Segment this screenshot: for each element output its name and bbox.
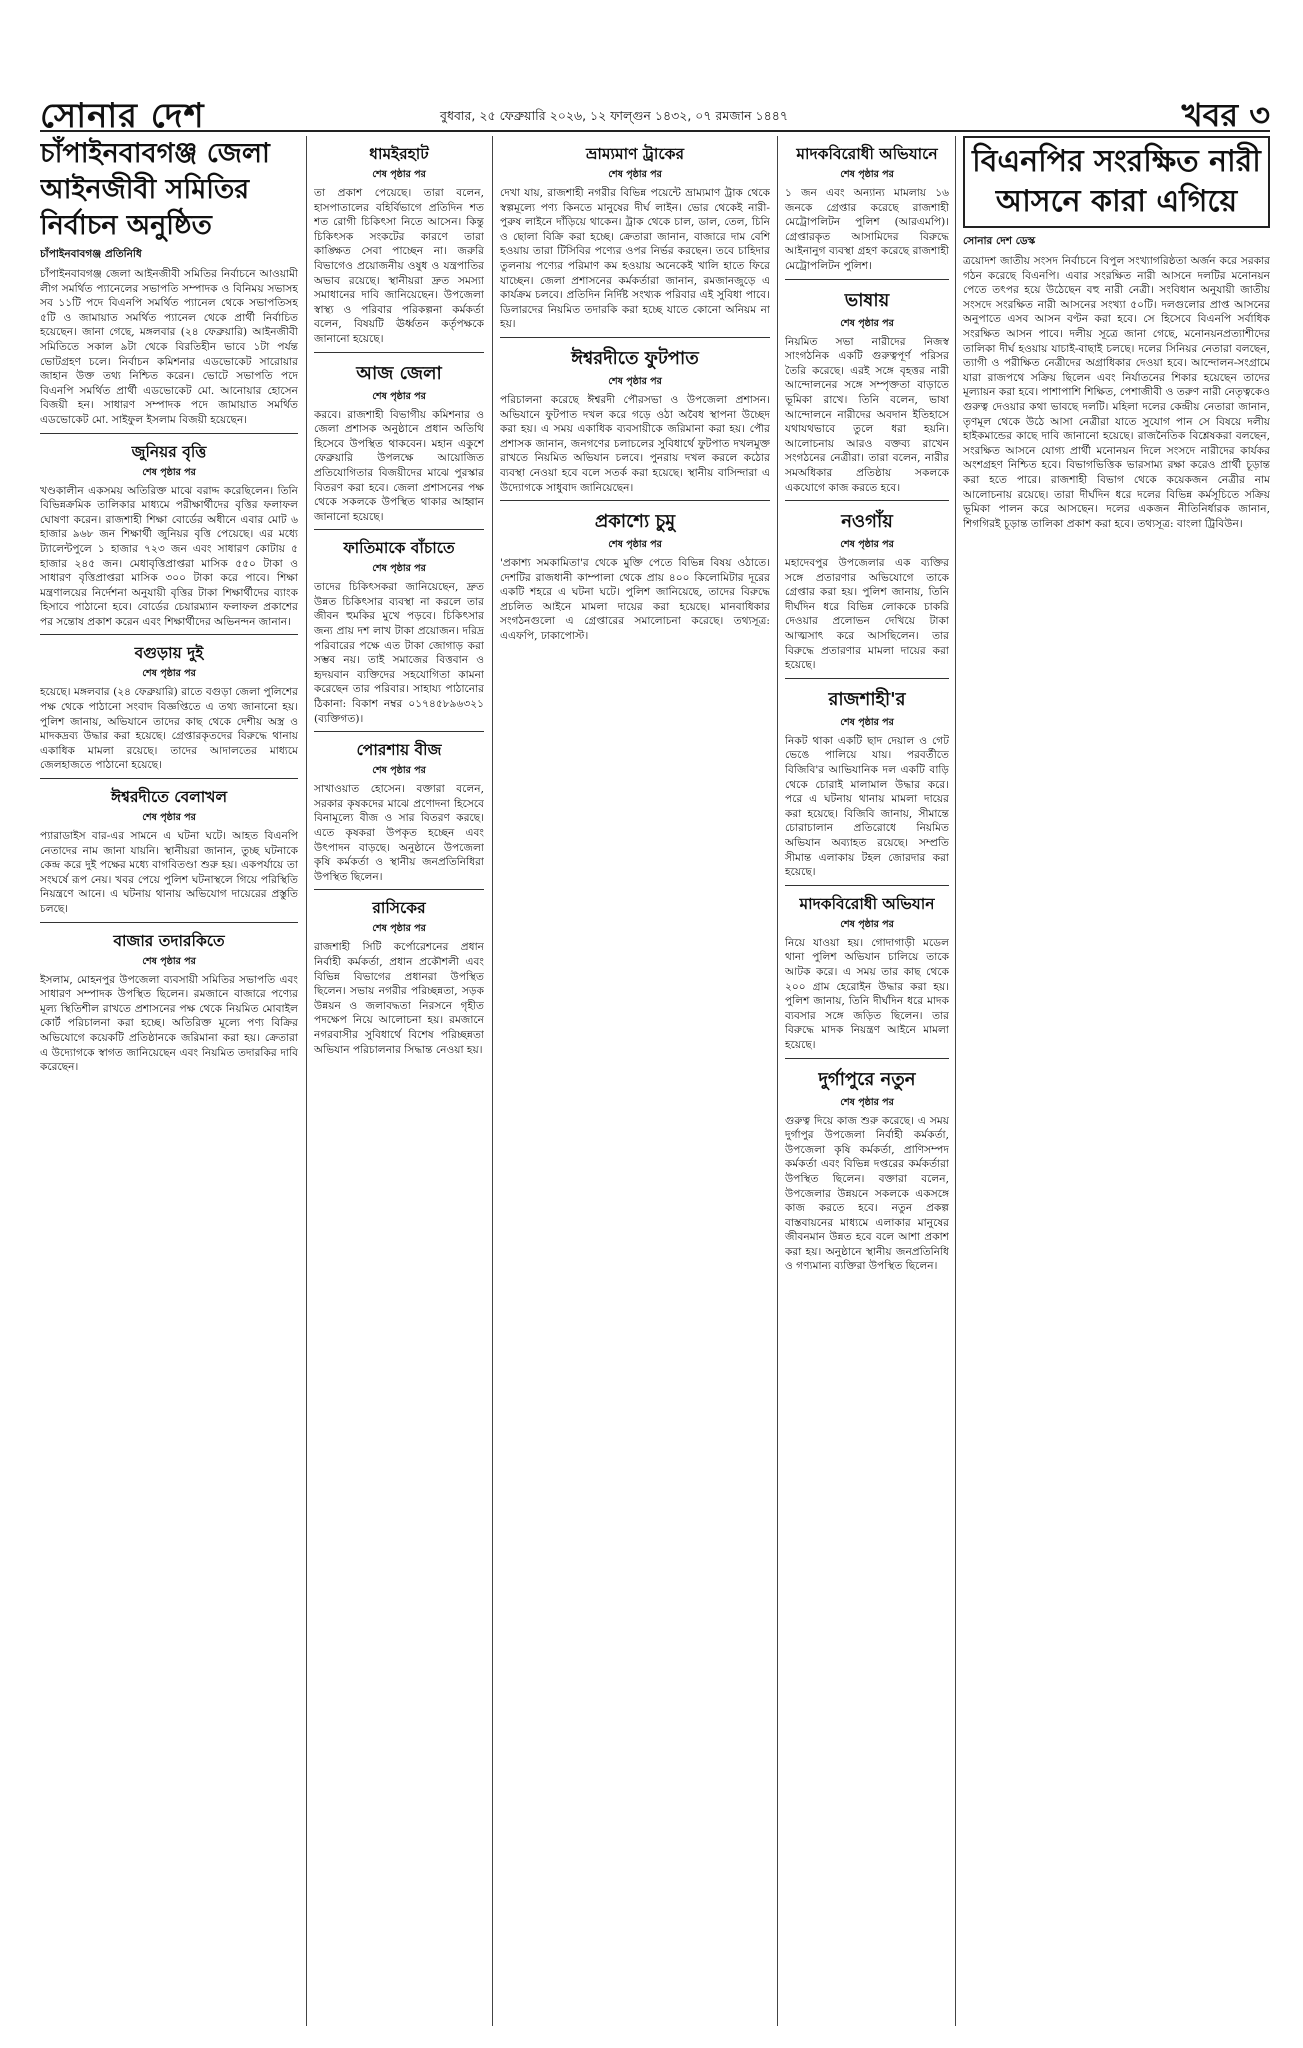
column-divider (306, 136, 307, 2026)
column-2 (314, 136, 484, 2026)
headline-box (963, 136, 1270, 228)
headline: ধামইরহাট (369, 145, 429, 163)
article-body: নিয়মিত সভা নারীদের নিজস্ব সাংগঠনিক একটি গুরুত্বপূর্ণ পরিসর তৈরি করেছে। এরই সঙ্গে বৃহত্তর নারী আন্দোলনের সঙ্গে সম্পৃক্ততা বাড়াতে ভূমিকা রাখে। তিনি বলেন, ভাষা আন্দোলনে নারীদের অবদান ইতিহাসে যথাযথভাবে তুলে ধরা হয়নি। আলোচনায় আরও বক্তব্য রাখেন সংগঠনের নেত্রীরা। তারা বলেন, নারীর সমঅধিকার প্রতিষ্ঠায় সকলকে একযোগে কাজ করতে হবে। (785, 335, 949, 494)
article-rajshahi (785, 685, 949, 880)
headline: মাদকবিরোধী অভিযানে (796, 145, 938, 163)
continued-label: শেষ পৃষ্ঠার পর (142, 466, 196, 478)
article-body: সাখাওয়াত হোসেন। বক্তারা বলেন, সরকার কৃষকদের মাঝে প্রণোদনা হিসেবে বিনামূল্যে বীজ ও সার বিতরণ করছে। এতে কৃষকরা উপকৃত হচ্ছেন এবং উৎপাদন বাড়ছে। অনুষ্ঠানে উপজেলা কৃষি কর্মকর্তা ও স্থানীয় জনপ্রতিনিধিরা উপস্থিত ছিলেন। (314, 783, 484, 883)
article-madok (785, 142, 949, 274)
headline: রাসিকের (372, 899, 426, 918)
article-truck (500, 142, 770, 332)
article-body: গুরুত্ব দিয়ে কাজ শুরু করেছে। এ সময় দুর্গাপুর উপজেলা নির্বাহী কর্মকর্তা, উপজেলা কৃষি কর্মকর্তা, প্রাণিসম্পদ কর্মকর্তা এবং বিভিন্ন দপ্তরের কর্মকর্তারা উপস্থিত ছিলেন। বক্তারা বলেন, উপজেলার উন্নয়নে সকলকে একসঙ্গে কাজ করতে হবে। নতুন প্রকল্প বাস্তবায়নের মাধ্যমে এলাকার মানুষের জীবনমান উন্নত হবে বলে আশা প্রকাশ করা হয়। অনুষ্ঠানে স্থানীয় জনপ্রতিনিধি ও গণ্যমান্য ব্যক্তিরা উপস্থিত ছিলেন। (785, 1114, 949, 1273)
masthead (40, 92, 1270, 136)
article-body: ত্রয়োদশ জাতীয় সংসদ নির্বাচনে বিপুল সংখ্যাগরিষ্ঠতা অর্জন করে সরকার গঠন করেছে বিএনপি। এবার সংরক্ষিত নারী আসনে দলটির মনোনয়ন পেতে তৎপর হয়ে উঠেছেন বহু নারী নেত্রী। সংবিধান অনুযায়ী জাতীয় সংসদে সংরক্ষিত নারী আসনের সংখ্যা ৫০টি। দলগুলোর প্রাপ্ত আসনের অনুপাতে এসব আসন বণ্টন করা হবে। সে হিসেবে বিএনপি সর্বাধিক সংরক্ষিত আসন পাবে। দলীয় সূত্রে জানা গেছে, মনোনয়নপ্রত্যাশীদের তালিকা দীর্ঘ হওয়ায় যাচাই-বাছাই চলছে। দলের সিনিয়র নেতারা বলছেন, ত্যাগী ও পরীক্ষিত নেত্রীদের অগ্রাধিকার দেওয়া হবে। আন্দোলন-সংগ্রামে যারা রাজপথে সক্রিয় ছিলেন এবং নির্যাতনের শিকার হয়েছেন তাদের মূল্যায়ন করা হবে। পাশাপাশি শিক্ষিত, পেশাজীবী ও তরুণ নারী নেতৃত্বকেও গুরুত্ব দেওয়ার কথা ভাবছে দলটি। মহিলা দলের কেন্দ্রীয় নেতারা জানান, তৃণমূল থেকে উঠে আসা নেত্রীরা যাতে সুযোগ পান সে বিষয়ে দলীয় হাইকমান্ডের কাছে দাবি জানানো হয়েছে। রাজনৈতিক বিশ্লেষকরা বলছেন, সংরক্ষিত আসনে যোগ্য প্রার্থী মনোনয়ন দিলে সংসদে নারীদের কার্যকর অংশগ্রহণ নিশ্চিত হবে। বিভাগভিত্তিক ভারসাম্য রক্ষা করেও প্রার্থী চূড়ান্ত করা হতে পারে। রাজশাহী বিভাগ থেকে কয়েকজন নেত্রীর নাম আলোচনায় রয়েছে। তারা দীর্ঘদিন ধরে দলের বিভিন্ন কর্মসূচিতে সক্রিয় ভূমিকা পালন করে আসছেন। দলের একজন নীতিনির্ধারক জানান, শিগগিরই চূড়ান্ত তালিকা প্রকাশ করা হবে। তথ্যসূত্র: বাংলা ট্রিবিউন। (963, 255, 1270, 530)
headline: ভ্রাম্যমাণ ট্রাকের (586, 145, 684, 163)
article-chumu (500, 507, 770, 644)
continued-label: শেষ পৃষ্ঠার পর (608, 169, 662, 180)
continued-label: শেষ পৃষ্ঠার পর (840, 317, 894, 329)
headline: দুর্গাপুরে নতুন (818, 1068, 916, 1090)
article-body: ইসলাম, মোহনপুর উপজেলা ব্যবসায়ী সমিতির সভাপতি এবং সাধারণ সম্পাদক উপস্থিত ছিলেন। রমজানে বাজারে পণ্যের মূল্য স্থিতিশীল রাখতে প্রশাসনের পক্ষ থেকে নিয়মিত মোবাইল কোর্ট পরিচালনা করা হচ্ছে। অতিরিক্ত মূল্যে পণ্য বিক্রির অভিযোগে কয়েকটি প্রতিষ্ঠানকে জরিমানা করা হয়। ক্রেতারা এ উদ্যোগকে স্বাগত জানিয়েছেন এবং নিয়মিত তদারকির দাবি করেছেন। (40, 973, 298, 1074)
continued-label: শেষ পৃষ্ঠার পর (142, 668, 196, 680)
headline: পোরশায় বীজ (356, 741, 442, 760)
article-body: ১ জন এবং অন্যান্য মামলায় ১৬ জনকে গ্রেপ্তার করেছে রাজশাহী মেট্রোপলিটন পুলিশ (আরএমপি)। গ্রেপ্তারকৃত আসামিদের বিরুদ্ধে আইনানুগ ব্যবস্থা গ্রহণ করেছে রাজশাহী মেট্রোপলিটন পুলিশ। (785, 187, 949, 272)
column-divider (492, 136, 493, 2026)
article-naogaon (785, 507, 949, 673)
column-4 (785, 136, 949, 2026)
headline: নওগাঁয় (841, 511, 893, 533)
article-dhamoirhat (314, 142, 484, 347)
article-today (314, 359, 484, 525)
headline: ঈশ্বরদীতে বেলাখল (110, 788, 227, 807)
date-line: বুধবার, ২৫ ফেব্রুয়ারি ২০২৬, ১২ ফাল্গুন ১৪৩২, ০৭ রমজান ১৪৪৭ (440, 108, 789, 123)
article-body: হয়েছে। মঙ্গলবার (২৪ ফেব্রুয়ারি) রাতে বগুড়া জেলা পুলিশের পক্ষ থেকে পাঠানো সংবাদ বিজ্ঞপ্তিতে এ তথ্য জানানো হয়। পুলিশ জানায়, অভিযানে তাদের কাছ থেকে দেশীয় অস্ত্র ও মাদকদ্রব্য উদ্ধার করা হয়েছে। গ্রেপ্তারকৃতদের বিরুদ্ধে থানায় একাধিক মামলা রয়েছে। তাদের আদালতের মাধ্যমে জেলহাজতে পাঠানো হয়েছে। (40, 686, 298, 772)
headline: ফাতিমাকে বাঁচাতে (343, 539, 455, 558)
article-ishwardi-footpath (500, 344, 770, 495)
headline: ভাষায় (844, 289, 890, 311)
article-body: পরিচালনা করেছে ঈশ্বরদী পৌরসভা ও উপজেলা প্রশাসন। অভিযানে ফুটপাত দখল করে গড়ে ওঠা অবৈধ স্থাপনা উচ্ছেদ করা হয়। এ সময় একাধিক ব্যবসায়ীকে জরিমানা করা হয়। পৌর প্রশাসক জানান, জনগণের চলাচলের সুবিধার্থে ফুটপাত দখলমুক্ত রাখতে নিয়মিত অভিযান চলবে। পুনরায় দখল করলে কঠোর ব্যবস্থা নেওয়া হবে বলে সতর্ক করা হয়েছে। স্থানীয় বাসিন্দারা এ উদ্যোগকে সাধুবাদ জানিয়েছেন। (500, 393, 770, 494)
article-durgapur (785, 1065, 949, 1275)
continued-label: শেষ পৃষ্ঠার পর (608, 375, 662, 387)
continued-label: শেষ পৃষ্ঠার পর (372, 765, 426, 777)
article-body: চাঁপাইনবাবগঞ্জ জেলা আইনজীবী সমিতির নির্বাচনে আওয়ামী লীগ সমর্থিত প্যানেলের সভাপতি সম্পাদক ও বিনিময় সভাসহ সব ১১টি পদে বিএনপি সমর্থিত প্যানেল থেকে সভাপতিসহ ৫টি ও জামায়াত সমর্থিত প্যানেল থেকে প্রার্থী নির্বাচিত হয়েছেন। জানা গেছে, মঙ্গলবার (২৪ ফেব্রুয়ারি) আইনজীবী সমিতিতে সকাল ৯টা থেকে বিরতিহীন ভাবে ১টা পর্যন্ত ভোটগ্রহণ চলে। নির্বাচন কমিশনার এডভোকেট সারোয়ার জাহান উক্ত তথ্য নিশ্চিত করেন। ভোটে সভাপতি পদে বিএনপি সমর্থিত প্রার্থী এডভোকেট মো. আনোয়ার হোসেন বিজয়ী হন। সাধারণ সম্পাদক পদে জামায়াত সমর্থিত এডভোকেট মো. সাইফুল ইসলাম বিজয়ী হয়েছেন। (40, 268, 298, 426)
column-1 (40, 136, 298, 2026)
headline: বিএনপির সংরক্ষিত নারী আসনে কারা এগিয়ে (972, 144, 1261, 219)
article-anti-drug (785, 892, 949, 1053)
continued-label: শেষ পৃষ্ঠার পর (608, 539, 662, 551)
continued-label: শেষ পৃষ্ঠার পর (840, 918, 894, 930)
newspaper-title: সোনার দেশ (40, 96, 205, 136)
headline: বগুড়ায় দুই (134, 644, 204, 663)
continued-label: শেষ পৃষ্ঠার পর (372, 169, 426, 180)
article-body: করবে। রাজশাহী বিভাগীয় কমিশনার ও জেলা প্রশাসক অনুষ্ঠানে প্রধান অতিথি হিসেবে উপস্থিত থাকবেন। মহান একুশে ফেব্রুয়ারি উপলক্ষে আয়োজিত প্রতিযোগিতার বিজয়ীদের মাঝে পুরস্কার বিতরণ করা হবে। জেলা প্রশাসনের পক্ষ থেকে সকলকে উপস্থিত থাকার আহ্বান জানানো হয়েছে। (314, 408, 484, 523)
article-body: প্যারাডাইস বার-এর সামনে এ ঘটনা ঘটে। আহত বিএনপি নেতাদের নাম জানা যায়নি। স্থানীয়রা জানান, তুচ্ছ ঘটনাকে কেন্দ্র করে দুই পক্ষের মধ্যে বাগবিতণ্ডা শুরু হয়। একপর্যায়ে তা সংঘর্ষে রূপ নেয়। খবর পেয়ে পুলিশ ঘটনাস্থলে গিয়ে পরিস্থিতি নিয়ন্ত্রণে আনে। এ ঘটনায় থানায় অভিযোগ দায়েরের প্রস্তুতি চলছে। (40, 830, 298, 915)
continued-label: শেষ পৃষ্ঠার পর (840, 169, 894, 180)
article-body: রাজশাহী সিটি কর্পোরেশনের প্রধান নির্বাহী কর্মকর্তা, প্রধান প্রকৌশলী এবং বিভিন্ন বিভাগের প্রধানরা উপস্থিত ছিলেন। সভায় নগরীর পরিচ্ছন্নতা, সড়ক উন্নয়ন ও জলাবদ্ধতা নিরসনে গৃহীত পদক্ষেপ নিয়ে আলোচনা হয়। রমজানে নগরবাসীর সুবিধার্থে বিশেষ পরিচ্ছন্নতা অভিযান পরিচালনার সিদ্ধান্ত নেওয়া হয়। (314, 941, 484, 1056)
byline: সোনার দেশ ডেস্ক (963, 235, 1036, 247)
article-lawyers (40, 136, 298, 428)
headline: জুনিয়র বৃত্তি (131, 442, 207, 461)
article-body: মহাদেবপুর উপজেলার এক ব্যক্তির সঙ্গে প্রতারণার অভিযোগে তাকে গ্রেপ্তার করা হয়। পুলিশ জানায়, তিনি দীর্ঘদিন ধরে বিভিন্ন লোককে চাকরি দেওয়ার প্রলোভন দেখিয়ে টাকা আত্মসাৎ করে আসছিলেন। তার বিরুদ্ধে প্রতারণার মামলা দায়ের করা হয়েছে। (785, 557, 949, 672)
article-body: তাদের চিকিৎসকরা জানিয়েছেন, দ্রুত উন্নত চিকিৎসার ব্যবস্থা না করলে তার জীবন হুমকির মুখে পড়বে। চিকিৎসার জন্য প্রায় দশ লাখ টাকা প্রয়োজন। দরিদ্র পরিবারের পক্ষে এত টাকা জোগাড় করা সম্ভব নয়। তাই সমাজের বিত্তবান ও হৃদয়বান ব্যক্তিদের সহযোগিতা কামনা করেছেন তার পরিবার। সাহায্য পাঠানোর ঠিকানা: বিকাশ নম্বর ০১৭৪৫৮৯৬৩২১ (ব্যক্তিগত)। (314, 581, 484, 725)
article-body: দেখা যায়, রাজশাহী নগরীর বিভিন্ন পয়েন্টে ভ্রাম্যমাণ ট্রাক থেকে স্বল্পমূল্যে পণ্য কিনতে মানুষের দীর্ঘ লাইন। ভোর থেকেই নারী-পুরুষ লাইনে দাঁড়িয়ে থাকেন। ট্রাক থেকে চাল, ডাল, তেল, চিনি ও ছোলা বিক্রি করা হচ্ছে। ক্রেতারা জানান, বাজারে দাম বেশি হওয়ায় তারা টিসিবির পণ্যের ওপর নির্ভর করছেন। তবে চাহিদার তুলনায় পণ্যের পরিমাণ কম হওয়ায় অনেকেই খালি হাতে ফিরে যাচ্ছেন। জেলা প্রশাসনের কর্মকর্তারা জানান, রমজানজুড়ে এ কার্যক্রম চলবে। প্রতিদিন নির্দিষ্ট সংখ্যক পরিবার এই সুবিধা পাবে। ডিলারদের নিয়মিত তদারকি করা হচ্ছে যাতে কোনো অনিয়ম না হয়। (500, 187, 770, 331)
article-rasik (314, 896, 484, 1057)
column-5 (963, 136, 1270, 2026)
article-body: নিকট থাকা একটি ছাদ দেয়াল ও গেট ভেঙে পালিয়ে যায়। পরবর্তীতে বিজিবি'র আভিযানিক দল একটি বাড়ি থেকে চোরাই মালামাল উদ্ধার করে। পরে এ ঘটনায় থানায় মামলা দায়ের করা হয়েছে। বিজিবি জানায়, সীমান্তে চোরাচালান প্রতিরোধে নিয়মিত অভিযান অব্যাহত রয়েছে। সম্প্রতি সীমান্ত এলাকায় টহল জোরদার করা হয়েছে। (785, 734, 949, 879)
article-bogura (40, 641, 298, 773)
headline: মাদকবিরোধী অভিযান (799, 894, 935, 913)
column-divider (955, 136, 956, 2026)
article-market (40, 929, 298, 1075)
article-ishwardi-clash (40, 785, 298, 917)
headline: রাজশাহী'র (828, 688, 906, 710)
article-bhasha (785, 286, 949, 496)
continued-label: শেষ পৃষ্ঠার পর (142, 955, 196, 967)
continued-label: শেষ পৃষ্ঠার পর (372, 563, 426, 575)
headline: ঈশ্বরদীতে ফুটপাত (571, 347, 699, 369)
section-label: খবর ৩ (1181, 96, 1270, 134)
article-porsha (314, 738, 484, 884)
continued-label: শেষ পৃষ্ঠার পর (142, 812, 196, 824)
headline: প্রকাশ্যে চুমু (594, 511, 676, 533)
headline: চাঁপাইনবাবগঞ্জ জেলা আইনজীবী সমিতির নির্বাচন অনুষ্ঠিত (40, 138, 270, 241)
article-bnp (963, 136, 1270, 531)
article-body: তা প্রকাশ পেয়েছে। তারা বলেন, হাসপাতালের বহির্বিভাগে প্রতিদিন শত শত রোগী চিকিৎসা নিতে আসেন। কিন্তু চিকিৎসক সংকটের কারণে তারা কাঙ্ক্ষিত সেবা পাচ্ছেন না। জরুরি বিভাগেও প্রয়োজনীয় ওষুধ ও যন্ত্রপাতির অভাব রয়েছে। স্থানীয়রা দ্রুত সমস্যা সমাধানের দাবি জানিয়েছেন। উপজেলা স্বাস্থ্য ও পরিবার পরিকল্পনা কর্মকর্তা বলেন, বিষয়টি ঊর্ধ্বতন কর্তৃপক্ষকে জানানো হয়েছে। (314, 187, 484, 345)
continued-label: শেষ পৃষ্ঠার পর (840, 716, 894, 728)
continued-label: শেষ পৃষ্ঠার পর (372, 390, 426, 402)
continued-label: শেষ পৃষ্ঠার পর (840, 1096, 894, 1108)
continued-label: শেষ পৃষ্ঠার পর (372, 923, 426, 935)
column-divider (777, 136, 778, 2026)
article-body: নিয়ে যাওয়া হয়। গোদাগাড়ী মডেল থানা পুলিশ অভিযান চালিয়ে তাকে আটক করে। এ সময় তার কাছ থেকে ২০০ গ্রাম হেরোইন উদ্ধার করা হয়। পুলিশ জানায়, তিনি দীর্ঘদিন ধরে মাদক ব্যবসার সঙ্গে জড়িত ছিলেন। তার বিরুদ্ধে মাদক নিয়ন্ত্রণ আইনে মামলা হয়েছে। (785, 936, 949, 1051)
continued-label: শেষ পৃষ্ঠার পর (840, 539, 894, 551)
article-fatima (314, 536, 484, 726)
column-3 (500, 136, 770, 2026)
byline: চাঁপাইনবাবগঞ্জ প্রতিনিধি (40, 248, 142, 260)
article-scholarship (40, 440, 298, 630)
headline: আজ জেলা (356, 362, 442, 384)
article-body: 'প্রকাশ্য সমকামিতা'র থেকে মুক্তি পেতে বিভিন্ন বিষয় ওঠাতে। দেশটির রাজধানী কাম্পালা থেকে প্রায় ৪০০ কিলোমিটার দূরের একটি শহরে এ ঘটনা ঘটে। পুলিশ জানিয়েছে, তাদের বিরুদ্ধে প্রচলিত আইনে মামলা দায়ের করা হয়েছে। মানবাধিকার সংগঠনগুলো এ গ্রেপ্তারের সমালোচনা করেছে। তথ্যসূত্র: এএফপি, ঢাকাপোস্ট। (500, 557, 770, 643)
article-body: খণ্ডকালীন একসময় অতিরিক্ত মাঝে বরাদ্দ করেছিলেন। তিনি বিভিন্নক্রমিক তালিকার মাধ্যমে পরীক্ষার্থীদের বৃত্তির ফলাফল ঘোষণা করেন। রাজশাহী শিক্ষা বোর্ডের অধীনে এবার মোট ৬ হাজার ৯৬৮ জন শিক্ষার্থী জুনিয়র বৃত্তি পেয়েছে। এর মধ্যে ট্যালেন্টপুলে ১ হাজার ৭২৩ জন এবং সাধারণ কোটায় ৫ হাজার ২৪৫ জন। মেধাবৃত্তিপ্রাপ্তরা মাসিক ৫৫০ টাকা ও সাধারণ বৃত্তিপ্রাপ্তরা মাসিক ৩০০ টাকা করে পাবে। শিক্ষা মন্ত্রণালয়ের নির্দেশনা অনুযায়ী বৃত্তির টাকা শিক্ষার্থীদের ব্যাংক হিসাবে পাঠানো হবে। বোর্ডের চেয়ারম্যান ফলাফল প্রকাশের পর সন্তোষ প্রকাশ করেন এবং শিক্ষার্থীদের অভিনন্দন জানান। (40, 484, 298, 628)
headline: বাজার তদারকিতে (113, 931, 225, 950)
